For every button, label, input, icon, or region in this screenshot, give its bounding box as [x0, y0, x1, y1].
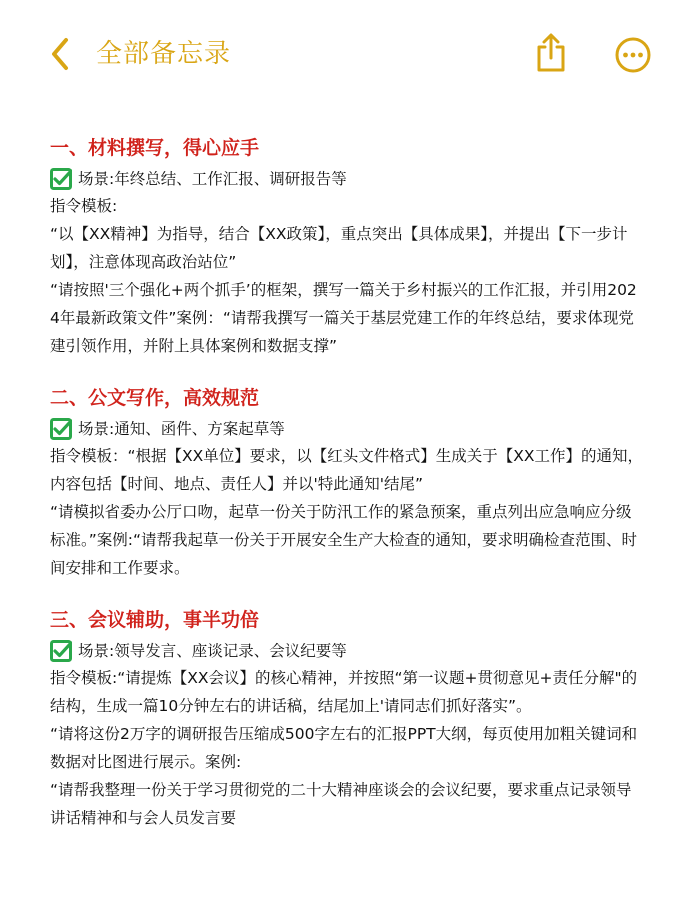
- paragraph: 指令模板：“根据【XX单位】要求，以【红头文件格式】生成关于【XX工作】的通知，内容包括【时间、地点、责任人】并以'特此通知'结尾”: [50, 447, 644, 493]
- section-title: 一、材料撰写，得心应手: [50, 137, 260, 159]
- note-section: [50, 384, 646, 582]
- note-body[interactable]: [50, 134, 646, 856]
- paragraph: “请帮我整理一份关于学习贯彻党的二十大精神座谈会的会议纪要，要求重点记录领导讲话精神和与会人员发言要: [50, 781, 632, 827]
- chevron-left-icon: [44, 34, 80, 74]
- scene-text: 场景:年终总结、工作汇报、调研报告等: [78, 170, 347, 188]
- section-title: 三、会议辅助，事半功倍: [50, 609, 260, 631]
- paragraph: 指令模板:“请提炼【XX会议】的核心精神，并按照“第一议题+贯彻意见+责任分解"的结构，生成一篇10分钟左右的讲话稿，结尾加上'请同志们抓好落实”。: [50, 669, 638, 715]
- section-title: 二、公文写作，高效规范: [50, 387, 260, 409]
- paragraph: “请将这份2万字的调研报告压缩成500字左右的汇报PPT大纲，每页使用加粗关键词和数据对比图进行展示。案例:: [50, 725, 638, 771]
- share-button[interactable]: [532, 32, 570, 74]
- scene-text: 场景:领导发言、座谈记录、会议纪要等: [78, 642, 347, 660]
- navigation-bar: [0, 0, 690, 108]
- checkmark-icon: [50, 418, 72, 440]
- share-icon: [532, 32, 570, 74]
- checkmark-icon: [50, 168, 72, 190]
- back-button[interactable]: [44, 34, 80, 74]
- paragraph: “请模拟省委办公厅口吻，起草一份关于防汛工作的紧急预案，重点列出应急响应分级标准。”案例:“请帮我起草一份关于开展安全生产大检查的通知，要求明确检查范围、时间安排和工作要求。: [50, 503, 638, 577]
- scene-line: [50, 416, 646, 442]
- scene-line: [50, 166, 646, 192]
- scene-text: 场景:通知、函件、方案起草等: [78, 420, 285, 438]
- note-section: [50, 606, 646, 832]
- paragraph: “请按照'三个强化+两个抓手’的框架，撰写一篇关于乡村振兴的工作汇报，并引用2024年最新政策文件”案例：“请帮我撰写一篇关于基层党建工作的年终总结，要求体现党建引领作用，并附上具体案例和数据支撑”: [50, 281, 637, 355]
- note-section: [50, 134, 646, 360]
- ellipsis-circle-icon: [614, 36, 652, 74]
- checkmark-icon: [50, 640, 72, 662]
- paragraph: “以【XX精神】为指导，结合【XX政策】，重点突出【具体成果】，并提出【下一步计划】，注意体现高政治站位”: [50, 225, 628, 271]
- paragraph: 指令模板:: [50, 197, 118, 215]
- page-title: 全部备忘录: [96, 39, 232, 69]
- more-button[interactable]: [614, 36, 652, 74]
- scene-line: [50, 638, 646, 664]
